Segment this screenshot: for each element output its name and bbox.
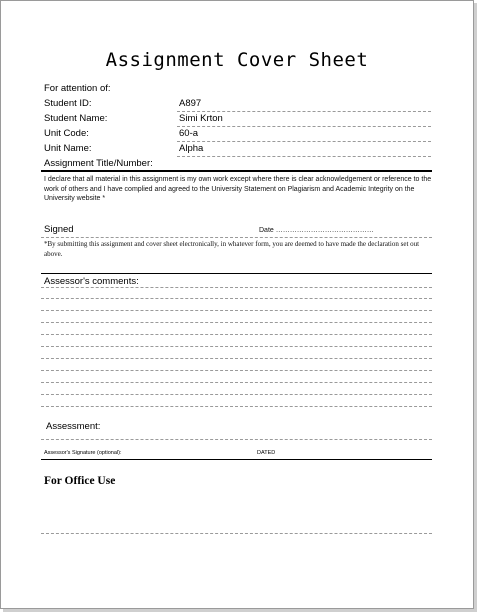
- office-use-top-rule: [41, 459, 432, 460]
- office-use-line[interactable]: [41, 533, 432, 534]
- assignment-title-label: Assignment Title/Number:: [44, 158, 153, 169]
- dated-label: DATED: [257, 450, 276, 456]
- comment-line[interactable]: [41, 298, 432, 299]
- unit-name-value[interactable]: Alpha: [179, 143, 204, 154]
- assessor-comments-label: Assessor's comments:: [44, 276, 139, 287]
- assessment-underline[interactable]: [41, 439, 432, 440]
- comment-line[interactable]: [41, 346, 432, 347]
- page-title: Assignment Cover Sheet: [105, 49, 369, 71]
- student-name-label: Student Name:: [44, 113, 108, 124]
- comment-line[interactable]: [41, 334, 432, 335]
- unit-name-label: Unit Name:: [44, 143, 92, 154]
- signed-underline: [41, 237, 432, 238]
- declaration-text: I declare that all material in this assignment is my own work except where there is clear acknowledgement or reference to the work of others and I have complied and agreed to the University Statement on Plagiarism and Academic Integrity on the University website *: [44, 176, 432, 202]
- unit-name-underline: [177, 156, 431, 157]
- comment-line[interactable]: [41, 370, 432, 371]
- student-name-value[interactable]: Simi Krton: [179, 113, 223, 124]
- unit-code-value[interactable]: 60-a: [179, 128, 199, 139]
- office-use-heading: For Office Use: [44, 475, 116, 487]
- comment-line[interactable]: [41, 358, 432, 359]
- student-id-label: Student ID:: [44, 98, 92, 109]
- footnote-text: *By submitting this assignment and cover sheet electronically, in whatever form, you are deemed to have made the declaration set out above.: [44, 240, 420, 258]
- comment-line[interactable]: [41, 406, 432, 407]
- student-id-underline: [177, 111, 431, 112]
- comment-line[interactable]: [41, 382, 432, 383]
- signed-label: Signed: [44, 224, 74, 235]
- comment-line[interactable]: [41, 322, 432, 323]
- comment-line[interactable]: [41, 310, 432, 311]
- student-name-underline: [177, 126, 431, 127]
- attention-label: For attention of:: [44, 83, 111, 94]
- date-label: Date ……………………………………: [259, 227, 374, 234]
- unit-code-underline: [177, 141, 431, 142]
- unit-code-label: Unit Code:: [44, 128, 89, 139]
- assessor-signature-label: Assessor's Signature (optional):: [44, 450, 122, 456]
- comment-line[interactable]: [41, 394, 432, 395]
- comments-top-rule: [41, 273, 432, 274]
- assessment-label: Assessment:: [46, 421, 101, 432]
- declaration-top-rule: [41, 170, 432, 172]
- student-id-value[interactable]: A897: [179, 98, 202, 109]
- comment-line[interactable]: [41, 287, 432, 288]
